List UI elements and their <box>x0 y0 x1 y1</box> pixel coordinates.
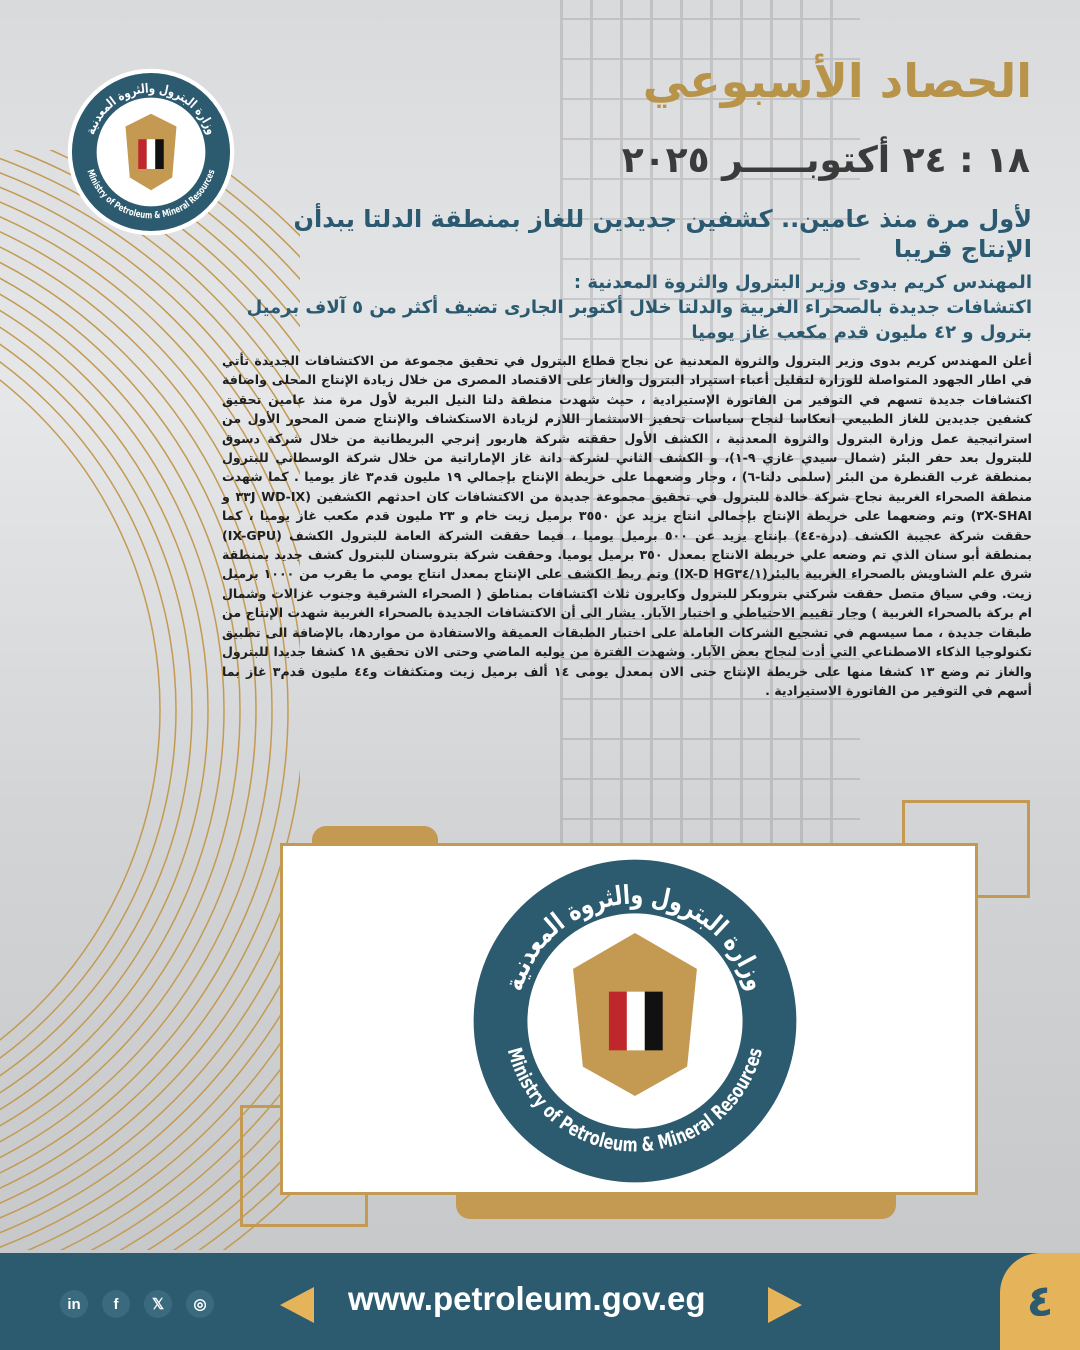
subheadline-speaker: المهندس كريم بدوى وزير البترول والثروة المعدنية : <box>573 272 1032 293</box>
subheadline-quote: اكتشافات جديدة بالصحراء الغربية والدلتا خلال أكتوبر الجارى تضيف أكثر من ٥ آلاف برميل بترول و ٤٢ مليون قدم مكعب غاز يوميا <box>246 297 1032 343</box>
arrow-left-icon[interactable] <box>280 1287 314 1323</box>
arrow-right-icon[interactable] <box>768 1287 802 1323</box>
article-body: أعلن المهندس كريم بدوى وزير البترول والثروة المعدنية عن نجاح قطاع البترول في تحقيق مجموعة من الاكتشافات الجديدة تأتي في اطار الجهود المتواصلة للوزارة لتقليل أعباء استيراد البترول والغاز على الاقتصاد المصرى من خلال زيادة الإنتاج المحلى واضافة اكتشافات جديدة تسهم في التوفير من الفاتورة الإستيرادية ، حيث شهدت منطقة دلتا النيل البرية لأول مرة منذ عامين تحقيق كشفين جديدين للغاز الطبيعي انعكاسا لنجاح سياسات تحفيز الاستثمار اللازم لزيادة الاستكشاف والإنتاج ضمن المحور الأول من استراتيجية عمل وزارة البترول والثروة المعدنية ، الكشف الأول حققته شركة هاربور إنرجي البريطانية من خلال شركة دسوق للبترول بعد حفر البئر (شمال سيدي غازي ٩-١)، و الكشف الثاني لشركة دانة غاز الإماراتية من خلال شركة الوسطاني للبترول بمنطقة غرب القنطرة من البئر (سلمى دلتا-٦) ، وجار وضعهما على خريطة الإنتاج بإجمالي ١٩ مليون قدم٣ غاز يوميا . كما شهدت منطقة الصحراء الغربية نجاح شركة خالدة للبترول في تحقيق مجموعة جديدة من الاكتشافات كان احدثهم الكشفين (IX-٣٣J WD و ٣X-SHAI) وتم وضعهما على خريطة الإنتاج بإجمالى انتاج يزيد عن ٣٥٥٠ برميل زيت خام و ٢٣ مليون قدم مكعب غاز يوميا ، كما حققت شركة عجيبة الكشف (درة-٤٤) بإنتاج يزيد عن ٥٠٠ برميل يوميا ، فيما حققت الشركة العامة للبترول الكشف (IX-GPU) بمنطقة أبو سنان الذي تم وضعه علي خريطة الانتاج بمعدل ٣٥٠ برميل يوميا. وحققت شركة بتروسنان للبترول كشف جديد بمنطقة شرق علم الشاويش بالصحراء الغربية بالبئر(HG٣٤/١ IX-D) وتم ربط الكشف على الإنتاج بمعدل انتاج يومي ما يقرب من ١٠٠٠ برميل زيت. وفي سياق متصل حققت شركتي بتروبكر للبترول وكايرون ثلاث اكتشافات بمناطق ( الصحراء الشرقية وجنوب غزالات وشمال ام بركة بالصحراء الغربية ) وجار تقييم الاحتياطي و اختبار الآبار. يشار الى أن الاكتشافات الجديدة بالصحراء الغربية شهدت الإنتاج من طبقات جديدة ، مما سيسهم في تشجيع الشركات العاملة على اختبار الطبقات العميقة والاستفادة من مواردها، بالإضافة الى تطبيق تكنولوجيا الذكاء الاصطناعي التي أدت لنجاح بعض الآبار. وشهدت الفترة من يوليه الماضي وحتى الان تحقيق ١٨ كشفا جديدا للبترول والغاز تم وضع ١٣ كشفا منها على خريطة الإنتاج حتى الان بمعدل يومى ١٤ ألف برميل زيت ومتكثفات و٤٤ مليون قدم٣ غاز بما أسهم في التوفير من الفاتورة الاستيرادية . <box>222 353 1033 698</box>
ministry-logo-large <box>472 858 798 1184</box>
website-link[interactable]: www.petroleum.gov.eg <box>348 1280 706 1317</box>
date: ١٨ : ٢٤ أكتوبـــــر ٢٠٢٥ <box>621 140 1030 181</box>
article-headline: لأول مرة منذ عامين.. كشفين جديدين للغاز بمنطقة الدلتا يبدأن الإنتاج قريبا <box>293 205 1032 263</box>
article-subheadline <box>222 270 1032 345</box>
x-twitter-icon[interactable]: 𝕏 <box>144 1290 172 1318</box>
svg-text:Ministry of Petroleum & Minera: Ministry of Petroleum & Mineral Resources <box>84 166 218 222</box>
gold-arc <box>0 230 240 1190</box>
svg-text:وزارة البترول والثروة المعدنية: وزارة البترول والثروة المعدنية <box>83 81 220 139</box>
page-title: الحصاد الأسبوعي <box>642 54 1032 108</box>
article <box>222 204 1032 700</box>
gold-arc <box>0 278 176 1142</box>
facebook-icon[interactable]: f <box>102 1290 130 1318</box>
gold-arc <box>0 266 192 1154</box>
ministry-logo <box>66 66 236 238</box>
svg-text:وزارة البترول والثروة المعدنية: وزارة البترول والثروة المعدنية <box>499 880 772 998</box>
linkedin-icon[interactable]: in <box>60 1290 88 1318</box>
gold-arc <box>0 218 256 1202</box>
page-number: ٤ <box>1000 1253 1080 1350</box>
instagram-icon[interactable]: ◎ <box>186 1290 214 1318</box>
svg-text:Ministry of Petroleum & Minera: Ministry of Petroleum & Mineral Resources <box>502 1042 768 1157</box>
